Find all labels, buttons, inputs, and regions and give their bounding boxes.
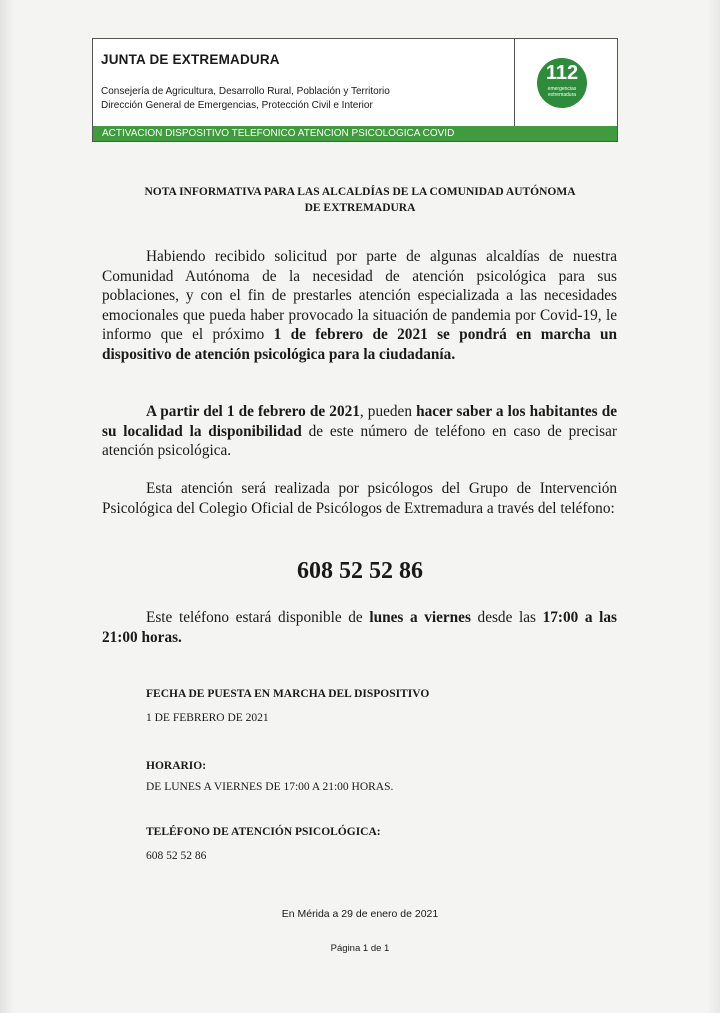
start-date-label: FECHA DE PUESTA EN MARCHA DEL DISPOSITIVO — [146, 688, 430, 700]
note-heading-line-2: DE EXTREMADURA — [304, 202, 416, 214]
subject-band: ACTIVACION DISPOSITIVO TELEFONICO ATENCION PSICOLOGICA COVID — [93, 126, 617, 141]
page-number: Página 1 de 1 — [330, 943, 390, 954]
paragraph-intro-bold: 1 de febrero de 2021 se pondrá en marcha un dispositivo de atención psicológica para la ciudadanía. — [102, 326, 618, 363]
schedule-days: lunes a viernes — [369, 609, 471, 626]
directorate-line: Dirección General de Emergencias, Protección Civil e Interior — [101, 100, 373, 111]
schedule-text-1: Este teléfono estará disponible de — [146, 609, 370, 626]
service-text: Esta atención será realizada por psicólogos del Grupo de Intervención Psicológica del Colegio Oficial de Psicólogos de Extremadura a través del teléfono: — [102, 480, 617, 517]
schedule-text-2: desde las — [470, 609, 543, 626]
institution-title: JUNTA DE EXTREMADURA — [101, 52, 280, 67]
place-and-date: En Mérida a 29 de enero de 2021 — [281, 908, 439, 920]
schedule-hours: 17:00 a las 21:00 horas. — [102, 609, 617, 646]
start-date-value: 1 DE FEBRERO DE 2021 — [146, 712, 269, 724]
logo-subtitle-2: extremadura — [547, 92, 577, 98]
page-shadow-left — [0, 0, 14, 1013]
paragraph-schedule — [102, 608, 617, 647]
availability-bold: hacer saber a los habitantes de su localidad la disponibilidad — [102, 403, 617, 440]
paragraph-intro-text: Habiendo recibido solicitud por parte de algunas alcaldías de nuestra Comunidad Autónoma de la necesidad de atención psicológica para sus poblaciones, y con el fin de prestarles atención especializada a las necesidades emocionales que pueda haber provocado la situación de pandemia por Covid-19, le informo que el próximo — [102, 248, 617, 343]
page-shadow-right — [708, 0, 720, 1013]
logo-number: 112 — [545, 62, 579, 84]
letterhead-text-block — [93, 39, 515, 127]
paragraph-availability — [102, 402, 617, 461]
logo-subtitle-1: emergencias — [547, 86, 577, 92]
schedule-label: HORARIO: — [146, 760, 207, 772]
letterhead — [92, 38, 618, 142]
availability-date: A partir del 1 de febrero de 2021 — [146, 403, 360, 420]
paragraph-service — [102, 479, 617, 518]
schedule-value: DE LUNES A VIERNES DE 17:00 A 21:00 HORAS. — [146, 781, 394, 793]
paragraph-intro — [102, 247, 617, 364]
department-line: Consejería de Agricultura, Desarrollo Rural, Población y Territorio — [101, 86, 390, 97]
note-heading-line-1: NOTA INFORMATIVA PARA LAS ALCALDÍAS DE LA COMUNIDAD AUTÓNOMA — [144, 186, 576, 198]
availability-text-1: , pueden — [359, 403, 417, 420]
phone-number-highlight: 608 52 52 86 — [297, 558, 423, 584]
phone-value: 608 52 52 86 — [146, 850, 207, 862]
emergency-112-logo — [537, 58, 587, 108]
phone-label: TELÉFONO DE ATENCIÓN PSICOLÓGICA: — [146, 826, 381, 838]
availability-text-2: de este número de teléfono en caso de precisar atención psicológica. — [102, 422, 617, 459]
